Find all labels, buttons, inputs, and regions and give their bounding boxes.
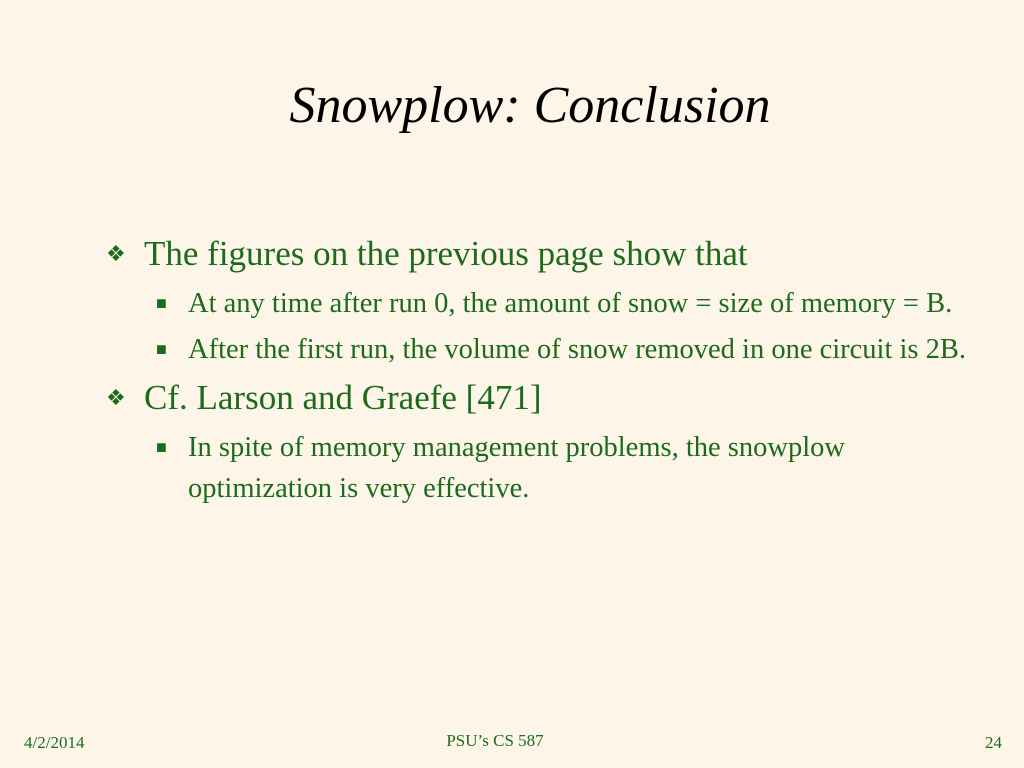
sub-bullet-item bbox=[104, 329, 974, 370]
slide-title: Snowplow: Conclusion bbox=[289, 77, 771, 134]
bullet-text: Cf. Larson and Graefe [471] bbox=[144, 378, 542, 417]
footer-course: PSU’s CS 587 bbox=[446, 731, 544, 750]
diamond-bullet-icon: ❖ bbox=[106, 385, 126, 410]
diamond-bullet-icon: ❖ bbox=[106, 241, 126, 266]
bullet-item bbox=[104, 230, 974, 278]
sub-bullet-item bbox=[104, 427, 974, 509]
square-bullet-icon: ■ bbox=[156, 339, 167, 359]
sub-bullet-text: After the first run, the volume of snow removed in one circuit is 2B. bbox=[188, 334, 967, 365]
bullet-text: The figures on the previous page show that bbox=[144, 234, 748, 273]
square-bullet-icon: ■ bbox=[156, 437, 167, 457]
sub-bullet-item bbox=[104, 283, 974, 324]
sub-bullet-text: In spite of memory management problems, the snowplow optimization is very effective. bbox=[188, 432, 845, 504]
slide-content bbox=[104, 226, 974, 509]
bullet-item bbox=[104, 374, 974, 422]
square-bullet-icon: ■ bbox=[156, 293, 167, 313]
sub-bullet-text: At any time after run 0, the amount of snow = size of memory = B. bbox=[188, 288, 953, 319]
footer-date: 4/2/2014 bbox=[24, 733, 85, 752]
footer-page-number: 24 bbox=[985, 733, 1002, 752]
